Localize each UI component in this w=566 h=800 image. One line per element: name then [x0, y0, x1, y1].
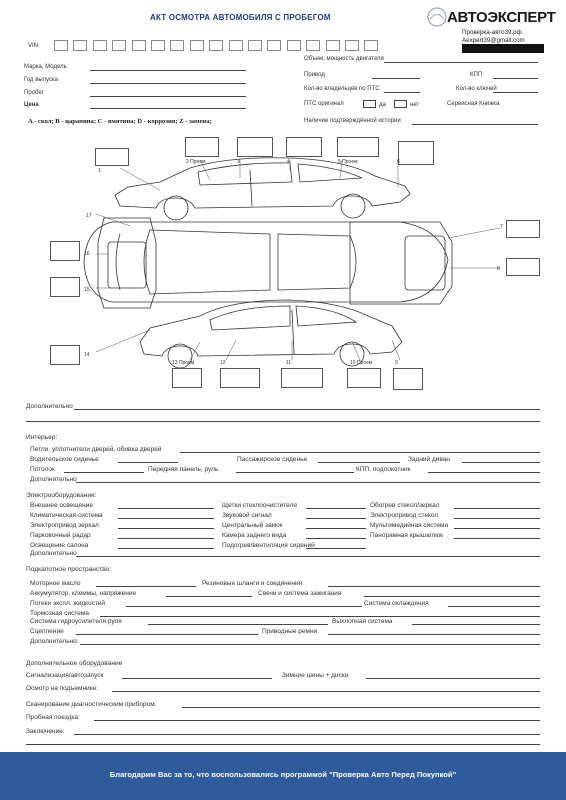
test-drive-line[interactable] [94, 720, 540, 721]
electrical-item-line[interactable] [454, 528, 540, 529]
interior-title: Интерьер: [26, 434, 58, 441]
label-10: 10 Проем [350, 360, 373, 366]
vin-char-box[interactable] [267, 40, 281, 51]
vin-char-box[interactable] [287, 40, 301, 51]
owners-line[interactable] [384, 92, 420, 93]
damage-box-15[interactable] [50, 277, 80, 297]
brakes-line[interactable] [100, 616, 540, 617]
pts-no-checkbox[interactable] [394, 100, 407, 108]
driver-seat-line[interactable] [118, 462, 178, 463]
interior-row1-label: Петли, уплотнители дверей, обивка дверей [30, 446, 162, 453]
redacted-phone [462, 44, 544, 53]
damage-box-6[interactable] [398, 141, 434, 165]
interior-extra-line[interactable] [76, 482, 540, 483]
label-4: 4 [287, 159, 290, 165]
electrical-item-line[interactable] [306, 528, 366, 529]
vin-char-box[interactable] [326, 40, 340, 51]
mileage-line[interactable] [90, 96, 246, 97]
gearbox-line[interactable] [493, 78, 538, 79]
vin-char-box[interactable] [54, 40, 68, 51]
field-engine: Объем, мощность двигателя [304, 56, 384, 62]
underbody-label: Осмотр на подъемнике: [26, 685, 99, 692]
electrical-item-label: Щетки стеклоочистителя [222, 502, 297, 509]
interior-row1-line[interactable] [180, 452, 540, 453]
vin-char-box[interactable] [93, 40, 107, 51]
additional-line-1[interactable] [74, 409, 540, 410]
rear-seat-line[interactable] [462, 462, 540, 463]
electrical-extra-line[interactable] [76, 556, 540, 557]
interior-extra-label: Дополнительно [30, 476, 77, 483]
wheel-left-front [164, 196, 188, 220]
engine-oil-label: Моторное масло [30, 580, 81, 587]
ceiling-line[interactable] [64, 472, 144, 473]
field-keys: Кол-во ключей [456, 86, 497, 92]
car-diagram [0, 130, 566, 400]
gearbox-armrest-label: КПП, подлокотник [356, 466, 411, 473]
brakes-label: Тормозная система [30, 610, 89, 617]
rear-seat-label: Задний диван [408, 456, 450, 463]
footer-text: Благодарим Вас за то, что воспользовались программой "Проверка Авто Перед Покупкой" [109, 770, 457, 779]
field-gearbox: КПП [470, 72, 483, 78]
electrical-item-line[interactable] [306, 548, 366, 549]
damage-box-2[interactable] [185, 137, 219, 157]
label-12: 12 [220, 360, 226, 366]
site-url: Проверка-авто39.рф [462, 29, 522, 36]
damage-box-17-anchor [50, 218, 80, 220]
electrical-item-label: Звуковой сигнал [222, 512, 272, 519]
damage-box-9[interactable] [393, 368, 423, 390]
electrical-item-line[interactable] [306, 518, 366, 519]
battery-label: Аккумулятор, клеммы, напряжение [30, 590, 137, 597]
test-drive-label: Пробная поездка: [26, 714, 80, 721]
history-line[interactable] [412, 124, 538, 125]
power-steering-line[interactable] [148, 624, 328, 625]
label-13: 13 Проем [172, 360, 195, 366]
page-title: АКТ ОСМОТРА АВТОМОБИЛЯ С ПРОБЕГОМ [150, 13, 331, 22]
additional-label: Дополнительно [26, 403, 73, 410]
cooling-label: Система охлаждения [364, 600, 429, 607]
battery-line[interactable] [166, 596, 252, 597]
damage-box-5[interactable] [337, 137, 379, 157]
field-mileage: Пробег [24, 90, 44, 96]
electrical-item-line[interactable] [454, 518, 540, 519]
vin-char-box[interactable] [112, 40, 126, 51]
drive-line[interactable] [372, 78, 420, 79]
engine-oil-line[interactable] [96, 586, 196, 587]
engine-extra-label: Дополнительно: [30, 638, 79, 645]
electrical-item-line[interactable] [118, 528, 214, 529]
damage-box-3[interactable] [237, 137, 273, 157]
logo-text: АВТОЭКСПЕРТ [447, 9, 556, 26]
scan-label: Сканирование диагностическим прибором: [26, 701, 157, 708]
car-side-right [140, 300, 402, 356]
engine-extra-line[interactable] [80, 644, 540, 645]
electrical-item-label: Обогрев стекол/зеркал [370, 502, 440, 509]
damage-box-10[interactable] [347, 368, 381, 388]
damage-box-1[interactable] [95, 148, 129, 166]
ceiling-label: Потолок [30, 466, 55, 473]
clutch-label: Сцепление [30, 628, 64, 635]
label-8: 8 [497, 266, 500, 272]
electrical-item-line[interactable] [454, 538, 540, 539]
vin-label: VIN [28, 43, 39, 49]
alarm-label: Сигнализация/автозапуск [26, 672, 104, 679]
electrical-item-label: Электропривод стекол [370, 512, 439, 519]
clutch-line[interactable] [76, 634, 258, 635]
conclusion-line[interactable] [74, 734, 540, 735]
engine-line[interactable] [384, 62, 538, 63]
vin-char-box[interactable] [345, 40, 359, 51]
dashboard-label: Передняя панель, руль [148, 466, 219, 473]
damage-box-7[interactable] [506, 220, 540, 238]
wheel-left-rear [341, 194, 365, 218]
email: Aexpert39@gmail.com [462, 37, 525, 44]
electrical-item-line[interactable] [306, 538, 366, 539]
label-5: 5 Проем [338, 159, 358, 165]
electrical-item-label: Освещение салона [30, 542, 89, 549]
fluid-leaks-line[interactable] [126, 606, 362, 607]
vin-char-box[interactable] [306, 40, 320, 51]
vin-char-box[interactable] [248, 40, 262, 51]
car-rear-view [350, 222, 452, 304]
vin-char-box[interactable] [209, 40, 223, 51]
label-17: 17 [86, 213, 92, 219]
label-15: 15 [84, 287, 90, 293]
gearbox-armrest-line[interactable] [428, 472, 540, 473]
vin-char-box[interactable] [364, 40, 378, 51]
damage-box-4[interactable] [286, 137, 322, 157]
ignition-line[interactable] [364, 596, 540, 597]
electrical-item-label: Подогрев/вентиляция сидений [222, 542, 315, 549]
electrical-item-label: Камера заднего вида [222, 532, 287, 539]
vin-char-box[interactable] [170, 40, 184, 51]
label-7: 7 [500, 224, 503, 230]
damage-box-11[interactable] [281, 368, 323, 388]
label-3: 3 [237, 159, 240, 165]
passenger-seat-label: Пассажирское сиденье [237, 456, 308, 463]
alarm-line[interactable] [122, 678, 272, 679]
year-line[interactable] [90, 83, 246, 84]
damage-box-16[interactable] [50, 241, 80, 261]
electrical-item-label: Электропривод зеркал [30, 522, 99, 529]
car-front-view [98, 218, 156, 308]
damage-box-14[interactable] [50, 345, 80, 365]
field-year: Год выпуска [24, 77, 58, 83]
label-11: 11 [286, 360, 292, 366]
label-6: 6 [397, 159, 400, 165]
vin-char-box[interactable] [151, 40, 165, 51]
field-service-book: Сервисная Книжка [447, 101, 500, 107]
field-history: Наличие подтверждённой истории [304, 118, 401, 124]
ignition-label: Свечи и система зажигания [258, 590, 342, 597]
damage-box-12[interactable] [220, 368, 260, 388]
label-2: 2 Проем [186, 159, 206, 165]
electrical-item-label: Парковочный радар [30, 532, 91, 539]
electrical-extra-label: Дополнительно [30, 550, 77, 557]
fluid-leaks-label: Потеки экспл. жидкостей [30, 600, 106, 607]
belts-label: Приводные ремни [262, 628, 318, 635]
electrical-item-label: Внешнее освещение [30, 502, 93, 509]
passenger-seat-line[interactable] [318, 462, 400, 463]
electrical-item-label: Панорамная крыша/люк [370, 532, 443, 539]
pts-no-label: нет [410, 102, 420, 108]
electrical-item-line[interactable] [306, 508, 366, 509]
electrical-item-label: Климатическая система [30, 512, 103, 519]
label-1: 1 [98, 168, 101, 174]
winter-tires-label: Зимние шины + диски [282, 672, 349, 679]
field-owners: Кол-во владельцев по ПТС [304, 86, 380, 92]
damage-key: A - скол; B - царапина; C - вмятина; D - коррозия; Z - замена; [28, 118, 212, 125]
exhaust-label: Выхлопная система [332, 618, 393, 625]
power-steering-label: Система гидроусилителя руля [30, 618, 122, 625]
pts-yes-checkbox[interactable] [363, 100, 376, 108]
underbody-line[interactable] [112, 691, 540, 692]
equipment-title: Дополнительное оборудование [26, 660, 123, 667]
electrical-item-label: Центральный замок [222, 522, 283, 529]
field-pts: ПТС оригинал [304, 101, 344, 107]
conclusion-label: Заключение: [26, 728, 65, 735]
field-make-model: Марка, Модель [24, 64, 67, 70]
conclusion-line-2[interactable] [26, 744, 540, 745]
winter-tires-line[interactable] [366, 678, 540, 679]
electrical-item-line[interactable] [118, 508, 214, 509]
label-14: 14 [84, 352, 90, 358]
belts-line[interactable] [328, 634, 540, 635]
label-16: 16 [84, 251, 90, 257]
electrical-item-line[interactable] [118, 548, 214, 549]
additional-line-2[interactable] [26, 421, 540, 422]
electrical-item-label: Мультимедийная система [370, 522, 449, 529]
field-drive: Привод [304, 72, 325, 78]
electrical-item-line[interactable] [118, 518, 214, 519]
vin-char-box[interactable] [132, 40, 146, 51]
price-line[interactable] [90, 108, 246, 109]
pts-yes-label: да [379, 102, 386, 108]
scan-line[interactable] [182, 707, 540, 708]
field-price: Цена [24, 102, 39, 108]
engine-bay-title: Подкапотное пространство: [26, 566, 112, 573]
electrical-item-line[interactable] [454, 508, 540, 509]
hoses-label: Резиновые шланги и соединения [202, 580, 303, 587]
driver-seat-label: Водительское сиденье [30, 456, 99, 463]
exhaust-line[interactable] [412, 624, 540, 625]
vin-char-box[interactable] [73, 40, 87, 51]
hoses-line[interactable] [328, 586, 540, 587]
electrical-title: Электрооборудование: [26, 492, 97, 499]
dashboard-line[interactable] [236, 472, 354, 473]
keys-line[interactable] [493, 92, 538, 93]
make-model-line[interactable] [90, 70, 246, 71]
cooling-line[interactable] [448, 606, 540, 607]
label-9: 9 [395, 360, 398, 366]
damage-box-13[interactable] [172, 368, 202, 388]
electrical-item-line[interactable] [118, 538, 214, 539]
vin-char-box[interactable] [190, 40, 204, 51]
damage-box-8[interactable] [506, 258, 540, 276]
vin-char-box[interactable] [229, 40, 243, 51]
